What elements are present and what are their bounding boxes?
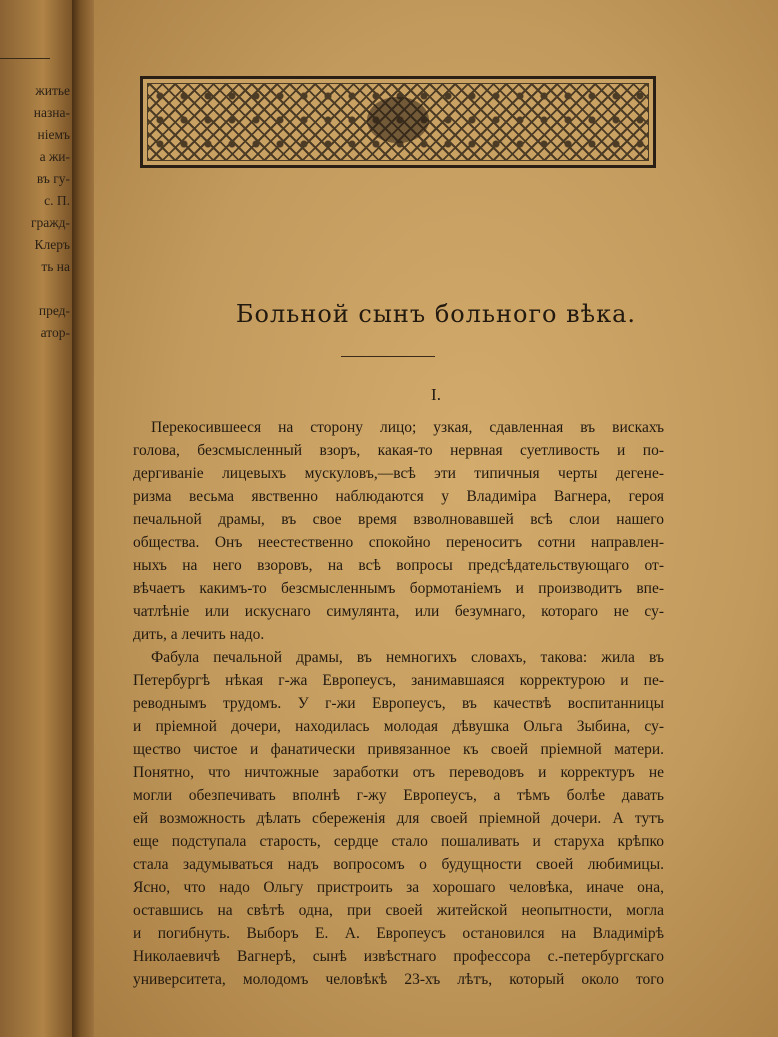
left-fragment: гражд- <box>31 215 70 230</box>
left-fragment: а жи- <box>39 149 70 164</box>
text-line: печальной драмы, въ свое время взволновавшей всѣ слои нашего <box>133 511 664 528</box>
text-line: стала задумываться надъ вопросомъ о будущности своей любимицы. <box>133 856 664 873</box>
title-divider <box>341 356 435 357</box>
left-fragment: въ гу- <box>36 171 70 186</box>
text-line: Ясно, что надо Ольгу пристроить за хорошаго человѣка, иначе она, <box>133 879 664 896</box>
text-line: Перекосившееся на сторону лицо; узкая, сдавленная въ вискахъ <box>151 419 664 436</box>
book-gutter <box>72 0 94 1037</box>
left-page <box>0 0 72 1037</box>
text-line: оставшись на свѣтѣ одна, при своей житейской неопытности, могла <box>133 902 664 919</box>
text-line: Николаевичѣ Вагнерѣ, сынѣ извѣстнаго профессора с.-петербургскаго <box>133 948 664 965</box>
article-title: Больной сынъ больного вѣка. <box>235 300 637 328</box>
left-page-rule <box>0 58 50 59</box>
left-fragment: житье <box>35 83 70 98</box>
left-fragment: с. П. <box>44 193 70 208</box>
body-text <box>133 416 664 991</box>
left-fragment: назна- <box>33 105 70 120</box>
chapter-number: I. <box>431 385 441 404</box>
ornamental-headpiece <box>140 76 656 168</box>
text-line: ризма весьма явственно наблюдаются у Владиміра Вагнера, героя <box>133 488 664 505</box>
text-line: ей возможность дѣлать сбереженія для своей пріемной дочери. А тутъ <box>133 810 664 827</box>
left-page-text <box>0 80 70 344</box>
ornament-mask-motif <box>367 97 428 143</box>
text-line: дить, а лечить надо. <box>133 626 265 643</box>
text-line: голова, безсмысленный взоръ, какая-то нервная суетливость и по- <box>133 442 664 459</box>
left-fragment: ніемъ <box>37 127 70 142</box>
left-fragment: ть на <box>41 259 70 274</box>
text-line: ныхъ на него взоровъ, на всѣ вопросы предсѣдательствующаго от- <box>133 557 664 574</box>
text-line: общества. Онъ неестественно спокойно переноситъ сотни направлен- <box>133 534 664 551</box>
left-fragment <box>0 278 70 300</box>
left-fragment: атор- <box>40 325 70 340</box>
text-line: еще подступала старость, сердце стало пошаливать и старуха крѣпко <box>133 833 664 850</box>
left-fragment: Клеръ <box>34 237 70 252</box>
left-fragment: пред- <box>38 303 70 318</box>
text-line: дергиваніе лицевыхъ мускуловъ,—всѣ эти типичныя черты дегене- <box>133 465 664 482</box>
text-line: Петербургѣ нѣкая г-жа Европеусъ, занимавшаяся корректурою и пе- <box>133 672 664 689</box>
text-line: вѣчаетъ какимъ-то безсмысленнымъ бормотаніемъ и производитъ впе- <box>133 580 664 597</box>
text-line: и пріемной дочери, находилась молодая дѣвушка Ольга Зыбина, су- <box>133 718 664 735</box>
text-line: и погибнуть. Выборъ Е. А. Европеусъ остановился на Владимірѣ <box>133 925 664 942</box>
text-line: реводнымъ трудомъ. У г-жи Европеусъ, въ качествѣ воспитанницы <box>133 695 664 712</box>
text-line: щество чистое и фанатически привязанное къ своей пріемной матери. <box>133 741 664 758</box>
text-line: Фабула печальной драмы, въ немногихъ словахъ, такова: жила въ <box>151 649 664 666</box>
text-line: чатлѣніе или искуснаго симулянта, или безумнаго, котораго не су- <box>133 603 664 620</box>
text-line: Понятно, что ничтожные заработки отъ переводовъ и корректуръ не <box>133 764 664 781</box>
text-line: могли обезпечивать вполнѣ г-жу Европеусъ, а тѣмъ болѣе давать <box>133 787 664 804</box>
text-line: университета, молодомъ человѣкѣ 23-хъ лѣтъ, который около того <box>133 971 664 988</box>
